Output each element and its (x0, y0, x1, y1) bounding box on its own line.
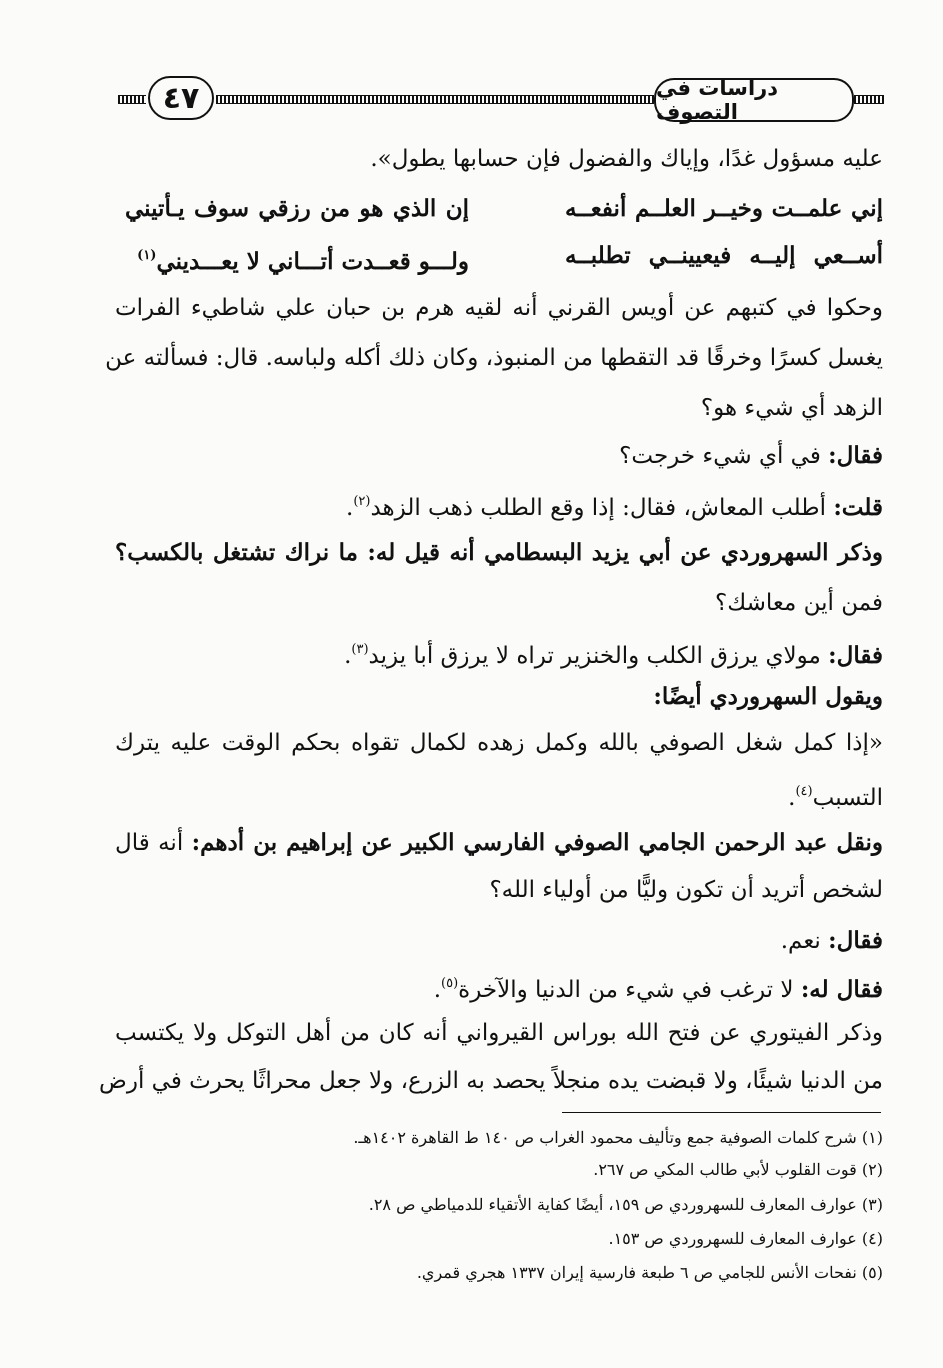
verse-2-right: أســعي إليــه فيعيينــي تطلبــه (565, 242, 883, 269)
footnote-ref: (٣) (351, 642, 369, 657)
verse-2-text: ولـــو قعــدت أتـــاني لا يعـــديني (156, 248, 469, 275)
bold-text: ونقل عبد الرحمن الجامي الصوفي الفارسي الكبير عن إبراهيم بن أدهم: (191, 829, 883, 856)
footnote: (٣) عوارف المعارف للسهروردي ص ١٥٩، أيضًا كفاية الأتقياء للدمياطي ص ٢٨. (368, 1195, 883, 1214)
text-line (115, 825, 883, 861)
text-line: وذكر الفيتوري عن فتح الله بوراس القيرواني أنه كان من أهل التوكل ولا يكتسب (115, 1020, 884, 1046)
footnote: (٥) نفحات الأنس للجامي ص ٦ طبعة فارسية إيران ١٣٣٧ هجري قمري. (416, 1263, 883, 1282)
speaker-label: فقال: (828, 927, 883, 954)
text-line: فمن أين معاشك؟ (714, 590, 883, 616)
line-text: التسبب (812, 785, 883, 811)
text-line (344, 632, 883, 674)
header-ornament-left (118, 95, 146, 104)
footnote-ref: (٤) (795, 784, 813, 799)
footnote-ref: (٥) (441, 976, 459, 991)
footnote-separator (562, 1112, 881, 1113)
footnote: (٤) عوارف المعارف للسهروردي ص ١٥٣. (608, 1229, 883, 1248)
line-text: نعم. (780, 928, 829, 954)
line-text: في أي شيء خرجت؟ (619, 443, 829, 469)
line-end: . (433, 977, 442, 1003)
footnote: (٢) قوت القلوب لأبي طالب المكي ص ٢٦٧. (593, 1160, 883, 1179)
text-line (788, 774, 883, 816)
text-line: الزهد أي شيء هو؟ (700, 395, 883, 421)
text-line: «إذا كمل شغل الصوفي بالله وكمل زهده لكمال تقواه بحكم الوقت عليه يترك (115, 730, 883, 756)
footnote-ref: (١) (137, 248, 157, 263)
line-end: . (346, 495, 354, 521)
text-line: من الدنيا شيئًا، ولا قبضت يده منجلاً يحصد به الزرع، ولا جعل محراثًا يحرث في أرض (99, 1068, 883, 1094)
text-line: لشخص أتريد أن تكون وليًّا من أولياء الله؟ (489, 877, 883, 903)
running-title: دراسات في التصوف (654, 78, 854, 122)
line-text: أطلب المعاش، فقال: إذا وقع الطلب ذهب الزهد (370, 495, 834, 521)
line-end: . (788, 785, 796, 811)
speaker-label: فقال له: (800, 976, 883, 1003)
line-end: . (344, 643, 352, 669)
text-line: وحكوا في كتبهم عن أويس القرني أنه لقيه هرم بن حبان علي شاطيء الفرات (115, 295, 883, 321)
verse-1-right: إني علمــت وخيــر العلــم أنفعــه (565, 195, 883, 222)
text-line: وذكر السهروردي عن أبي يزيد البسطامي أنه قيل له: ما نراك تشتغل بالكسب؟ (115, 539, 883, 566)
line-text: مولاي يرزق الكلب والخنزير تراه لا يرزق أبا يزيد (368, 643, 829, 669)
speaker-label: قلت: (833, 494, 883, 521)
text-line: ويقول السهروردي أيضًا: (653, 683, 883, 710)
verse-1-left: إن الذي هو من رزقي سوف يـأتيني (125, 195, 469, 222)
footnote-ref: (٢) (353, 494, 371, 509)
text-line (346, 484, 883, 526)
speaker-label: فقال: (828, 642, 883, 669)
line-text: أنه قال (115, 830, 192, 856)
header-ornament-right (854, 95, 884, 104)
text-line (781, 923, 883, 959)
text-line: يغسل كسرًا وخرقًا قد التقطها من المنبوذ، وكان ذلك أكله ولباسه. قال: فسألته عن (105, 345, 883, 371)
page-number: ٤٧ (148, 76, 214, 120)
speaker-label: فقال: (828, 442, 883, 469)
footnote: (١) شرح كلمات الصوفية جمع وتأليف محمود الغراب ص ١٤٠ ط القاهرة ١٤٠٢هـ. (353, 1128, 883, 1147)
header-ornament-middle (216, 95, 654, 104)
text-line (619, 438, 883, 474)
line-text: لا ترغب في شيء من الدنيا والآخرة (458, 977, 801, 1003)
text-line: عليه مسؤول غدًا، وإياك والفضول فإن حسابها يطول». (370, 146, 883, 172)
verse-2-left (125, 238, 469, 280)
text-line (434, 966, 883, 1008)
